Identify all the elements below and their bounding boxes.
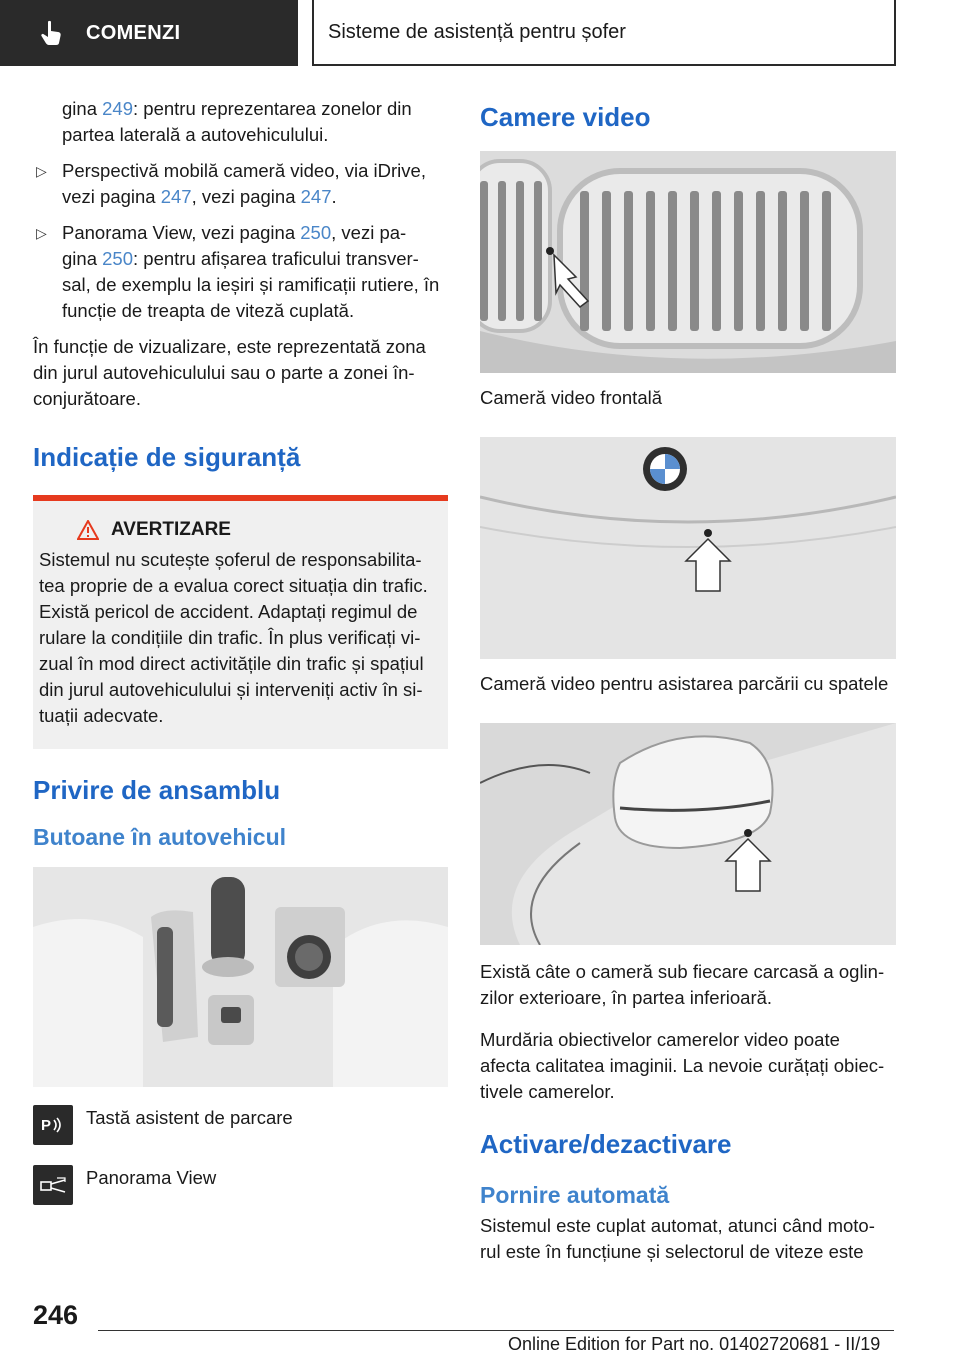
list-item [33,220,448,324]
hand-pointer-icon [36,18,66,48]
warning-title [77,519,436,541]
text: Perspectivă mobilă cameră video, via iDrive, [62,160,426,181]
view-paragraph [33,334,448,412]
activation-heading: Activare/dezactivare [480,1129,732,1159]
warning-triangle-icon [77,520,99,540]
text: zilor exterioare, în partea inferioară. [480,987,773,1008]
key-label: Panorama View [86,1167,217,1188]
chapter-tab[interactable] [312,0,896,66]
footer-divider [98,1330,894,1331]
text: conjurătoare. [33,388,141,409]
auto-start-subheading: Pornire automată [480,1182,670,1208]
page-reference-link[interactable]: 247 [300,186,332,207]
dirt-paragraph [480,1027,896,1105]
text: rulare la condițiile din trafic. În plus verificați vi- [39,627,421,648]
center-console-illustration [33,867,448,1087]
chapter-title: Sisteme de asistență pentru șofer [328,20,626,43]
center-console-image [33,867,448,1087]
page-reference-link[interactable]: 250 [102,248,133,269]
text: sal, de exemplu la ieșiri și ramificații rutiere, în [62,274,440,295]
rear-camera-image [480,437,896,659]
triangle-bullet-icon: ▷ [36,163,47,179]
rear-camera-caption: Cameră video pentru asistarea parcării cu spatele [480,673,889,694]
text: gina [62,98,103,119]
text: gina [62,248,103,269]
text: tuații adecvate. [39,705,164,726]
page-reference-link[interactable]: 247 [160,186,192,207]
front-camera-image [480,151,896,373]
text: Murdăria obiectivelor camerelor video poate [480,1029,840,1050]
text: vezi pagina [62,186,161,207]
mirror-camera-image [480,723,896,945]
section-label: COMENZI [86,21,181,44]
text: Panorama View, vezi pagina [62,222,301,243]
text: funcție de treapta de viteză cuplată. [62,300,355,321]
text: : pentru reprezentarea zonelor din [133,98,412,119]
key-item [33,1165,448,1205]
svg-text:P: P [41,1117,52,1134]
text: Sistemul nu scutește șoferul de responsabilita- [39,549,422,570]
warning-title-text: AVERTIZARE [111,519,231,540]
warning-box [33,495,448,749]
text: tea proprie de a evalua corect situația din trafic. [39,575,428,596]
panorama-view-button-icon[interactable] [33,1165,73,1205]
text: , vezi pagina [191,186,301,207]
warning-text [39,547,436,729]
mirror-paragraph [480,959,896,1011]
page-number: 246 [33,1300,79,1330]
park-assist-button-icon[interactable] [33,1105,73,1145]
text: din jurul autovehiculului sau o parte a zonei în- [33,362,415,383]
list-item [33,158,448,210]
text: : pentru afișarea traficului transver- [133,248,419,269]
page-header [0,0,960,66]
trunk-lid-illustration [480,437,896,659]
section-tab[interactable] [0,0,298,66]
text: rul este în funcțiune și selectorul de viteze este [480,1241,864,1262]
page-reference-link[interactable]: 250 [300,222,332,243]
text: , vezi pa- [331,222,407,243]
left-column [33,96,448,1205]
text: . [331,186,337,207]
text: tivele camerelor. [480,1081,615,1102]
text: Există câte o cameră sub fiecare carcasă a oglin- [480,961,885,982]
safety-heading: Indicație de siguranță [33,442,301,472]
cameras-heading: Camere video [480,102,651,132]
key-item [33,1105,448,1145]
edition-label: Online Edition for Part no. 01402720681 - II/19 [508,1334,881,1354]
text: zual în mod direct activitățile din trafic și spațiul [39,653,424,674]
text: din jurul autovehiculului și interveniți activ în si- [39,679,423,700]
text: afecta calitatea imaginii. La nevoie curățați obiec- [480,1055,885,1076]
kidney-grille-illustration [480,151,896,373]
page-reference-link[interactable]: 249 [102,98,133,119]
text: În funcție de vizualizare, este reprezentată zona [33,336,426,357]
key-label: Tastă asistent de parcare [86,1107,293,1128]
front-camera-caption: Cameră video frontală [480,387,663,408]
continued-paragraph [33,96,448,148]
side-mirror-illustration [480,723,896,945]
text: partea laterală a autovehiculului. [62,124,329,145]
text: Sistemul este cuplat automat, atunci când moto- [480,1215,875,1236]
triangle-bullet-icon: ▷ [36,225,47,241]
right-column [480,96,896,1265]
auto-start-paragraph [480,1213,896,1265]
text: Există pericol de accident. Adaptați regimul de [39,601,418,622]
buttons-subheading: Butoane în autovehicul [33,824,287,850]
overview-heading: Privire de ansamblu [33,775,281,805]
